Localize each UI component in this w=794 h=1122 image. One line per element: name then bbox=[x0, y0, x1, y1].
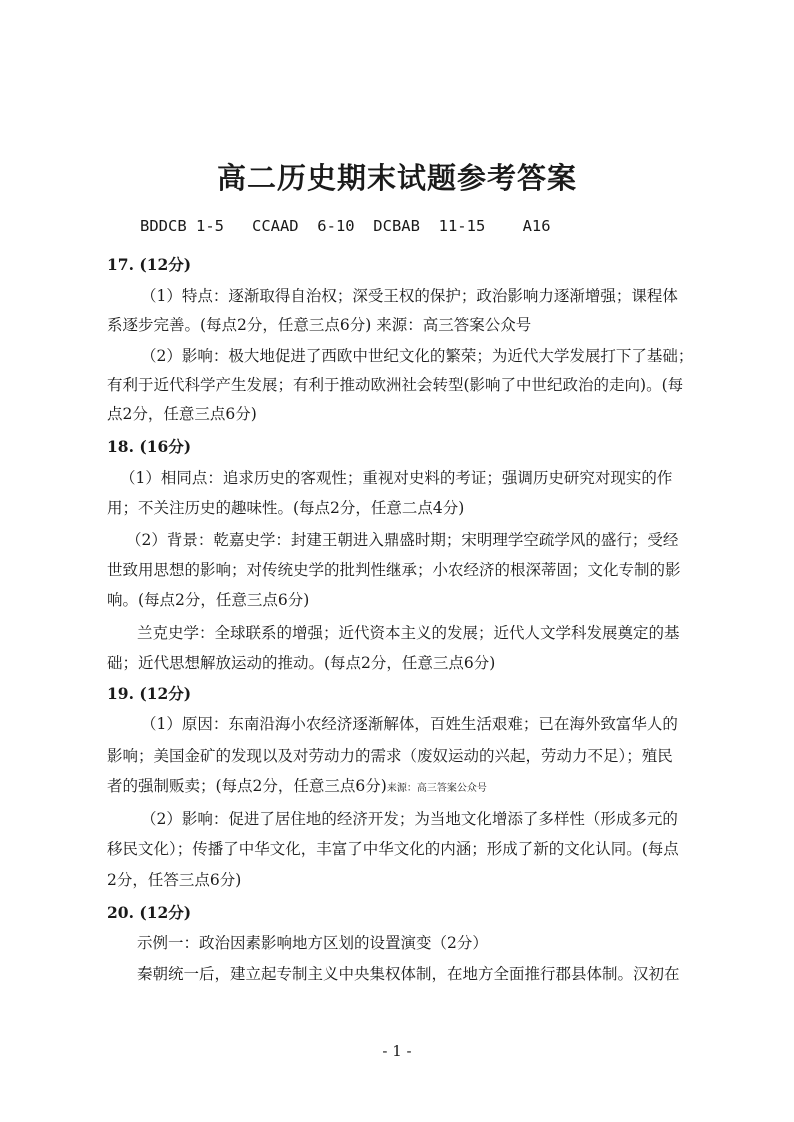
answer-line: （1）相同点：追求历史的客观性；重视对史料的考证；强调历史研究对现实的作 bbox=[120, 469, 673, 487]
question-19-heading: 19. (12分) bbox=[107, 684, 192, 703]
answer-line: 2分，任答三点6分) bbox=[107, 871, 242, 889]
source-note: 来源：高三答案公众号 bbox=[386, 783, 487, 794]
answer-line: 础；近代思想解放运动的推动。(每点2分，任意三点6分) bbox=[107, 654, 496, 672]
answer-line bbox=[107, 779, 487, 795]
answer-line: 影响；美国金矿的发现以及对劳动力的需求（废奴运动的兴起，劳动力不足）；殖民 bbox=[107, 747, 673, 765]
answer-line: 用；不关注历史的趣味性。(每点2分，任意二点4分) bbox=[107, 499, 465, 517]
answer-line: （2）影响：促进了居住地的经济开发；为当地文化增添了多样性（形成多元的 bbox=[141, 810, 678, 828]
page-number: - 1 - bbox=[382, 1042, 412, 1060]
answer-line: （1）原因：东南沿海小农经济逐渐解体，百姓生活艰难；已在海外致富华人的 bbox=[141, 715, 678, 733]
multiple-choice-answers: BDDCB 1-5 CCAAD 6-10 DCBAB 11-15 A16 bbox=[140, 217, 551, 235]
answer-line: 系逐步完善。(每点2分，任意三点6分) 来源：高三答案公众号 bbox=[107, 316, 532, 334]
answer-line: 示例一：政治因素影响地方区划的设置演变（2分） bbox=[137, 934, 488, 952]
answer-line: （2）背景：乾嘉史学：封建王朝进入鼎盛时期；宋明理学空疏学风的盛行；受经 bbox=[126, 531, 679, 549]
answer-line: 兰克史学：全球联系的增强；近代资本主义的发展；近代人文学科发展奠定的基 bbox=[137, 624, 680, 642]
answer-line: （1）特点：逐渐取得自治权；深受王权的保护；政治影响力逐渐增强；课程体 bbox=[141, 287, 678, 305]
page-title: 高二历史期末试题参考答案 bbox=[216, 161, 577, 195]
answer-line: 移民文化）；传播了中华文化，丰富了中华文化的内涵；形成了新的文化认同。(每点 bbox=[107, 840, 679, 858]
question-20-heading: 20. (12分) bbox=[107, 903, 192, 922]
answer-line: 秦朝统一后，建立起专制主义中央集权体制，在地方全面推行郡县体制。汉初在 bbox=[137, 965, 680, 983]
answer-line: 响。(每点2分，任意三点6分) bbox=[107, 591, 310, 609]
answer-text: 者的强制贩卖；(每点2分，任意三点6分) bbox=[107, 777, 387, 795]
question-17-heading: 17. (12分) bbox=[107, 255, 192, 274]
answer-line: 有利于近代科学产生发展；有利于推动欧洲社会转型(影响了中世纪政治的走向)。(每 bbox=[107, 376, 684, 394]
answer-line: 世致用思想的影响；对传统史学的批判性继承；小农经济的根深蒂固；文化专制的影 bbox=[107, 561, 681, 579]
question-18-heading: 18. (16分) bbox=[107, 437, 192, 456]
answer-line: （2）影响：极大地促进了西欧中世纪文化的繁荣；为近代大学发展打下了基础； bbox=[141, 347, 694, 365]
answer-line: 点2分，任意三点6分) bbox=[107, 405, 257, 423]
